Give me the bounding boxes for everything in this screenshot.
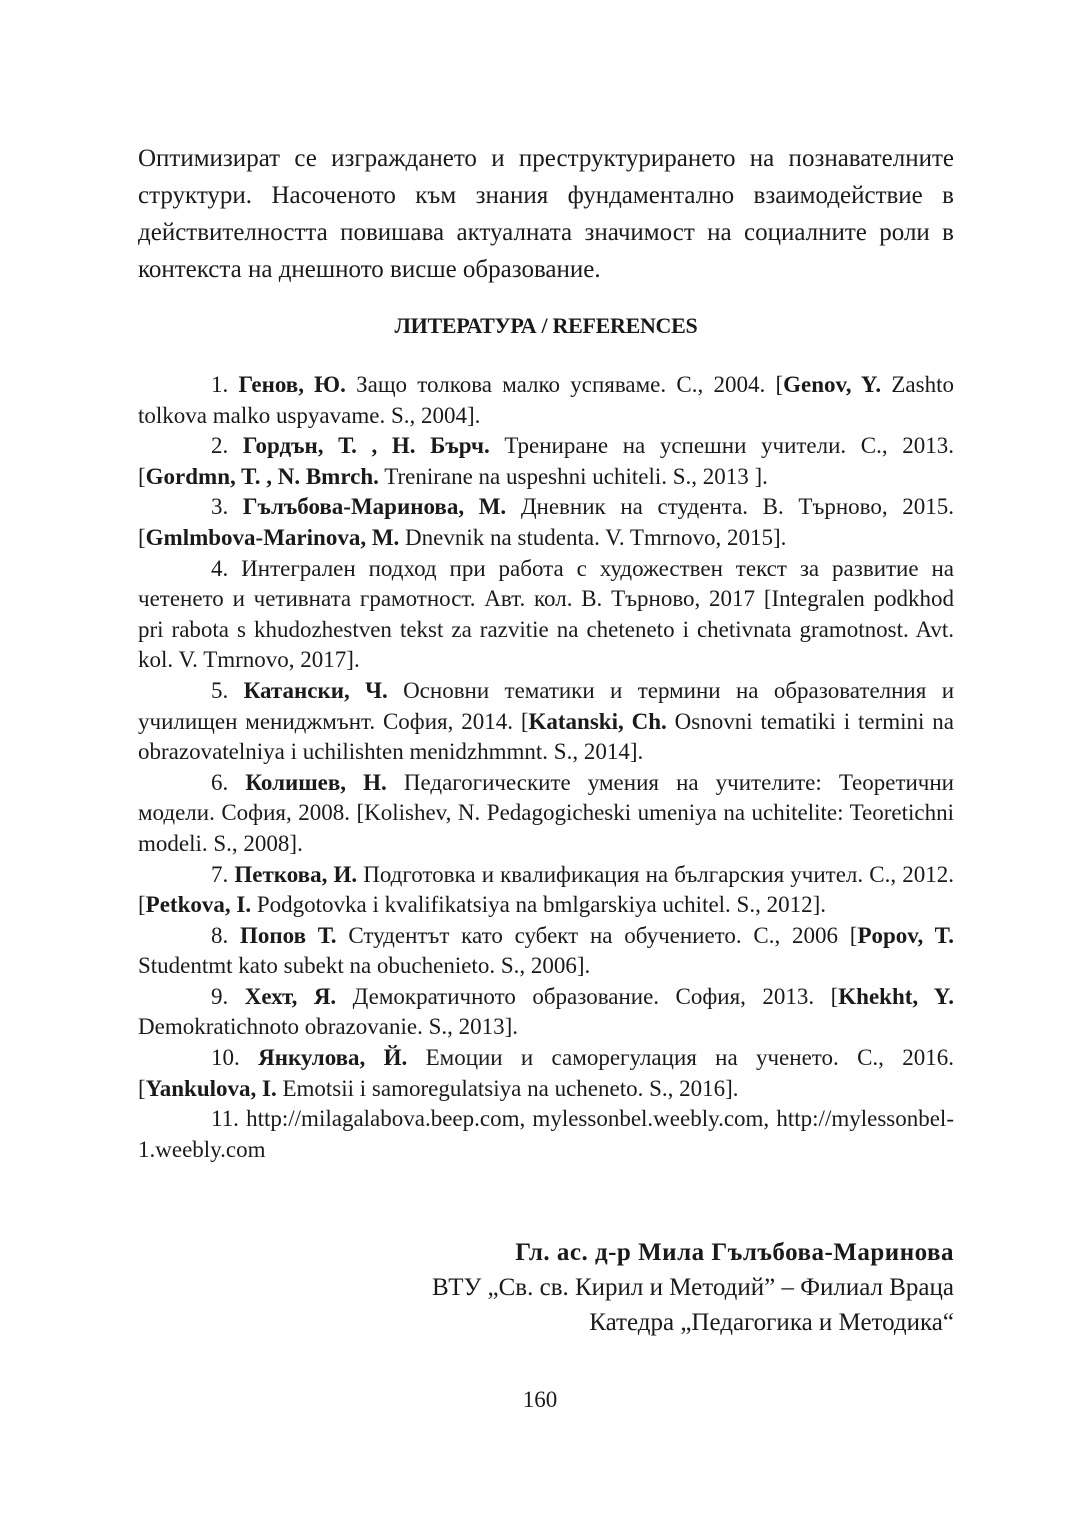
author-name: Гл. ас. д-р Мила Гълъбова-Маринова <box>515 1239 954 1266</box>
references-heading: ЛИТЕРАТУРА / REFERENCES <box>394 313 698 338</box>
reference-author-lat: Genov, Y. <box>783 372 882 397</box>
reference-author-bg: Катански, Ч. <box>243 677 388 703</box>
reference-author-bg: Попов Т. <box>240 922 337 948</box>
reference-author-lat: Khekht, Y. <box>838 983 955 1009</box>
reference-item: 6. Колишев, Н. Педагогическите умения на учителите: Теоретични модели. София, 2008. [Kolishev, N. Pedagogicheski umeniya na uchitelite: Teoretichni modeli. S., 2008]. <box>138 769 954 856</box>
reference-author-bg: Гордън, Т. , Н. Бърч. <box>242 433 490 459</box>
reference-author-bg: Петкова, И. <box>234 861 358 887</box>
author-institution: ВТУ „Св. св. Кирил и Методий” – Филиал Враца <box>431 1274 954 1301</box>
reference-author-lat: Yankulova, I. <box>145 1075 277 1101</box>
reference-item: 1. Генов, Ю. Защо толкова малко успяваме. С., 2004. [Genov, Y. Zashto tolkova malko uspyavame. S., 2004]. <box>138 372 954 428</box>
reference-item: 8. Попов Т. Студентът като субект на обучението. С., 2006 [Popov, T. Studentmt kato subekt na obuchenieto. S., 2006]. <box>138 922 955 979</box>
reference-author-bg: Колишев, Н. <box>245 769 387 795</box>
reference-item: 7. Петкова, И. Подготовка и квалификация на българския учител. С., 2012. [Petkova, I. Podgotovka i kvalifikatsiya na bmlgarskiya uchitel. S., 2012]. <box>138 861 954 918</box>
reference-author-lat: Popov, T. <box>857 922 955 948</box>
reference-item: 9. Хехт, Я. Демократичното образование. София, 2013. [Khekht, Y. Demokratichnoto obrazovanie. S., 2013]. <box>138 983 955 1040</box>
reference-item: 4. Интегрален подход при работа с художествен текст за развитие на четенето и четивната грамотност. Авт. кол. В. Търново, 2017 [Integralen podkhod pri rabota s khudozhestven tekst za razvitie na cheteneto i chetivnata gramotnost. Avt. kol. V. Tmrnovo, 2017]. <box>138 555 954 673</box>
author-department: Катедра „Педагогика и Методика“ <box>589 1309 954 1336</box>
reference-item: 2. Гордън, Т. , Н. Бърч. Трениране на успешни учители. С., 2013. [Gordmn, T. , N. Bmrch. Trenirane na uspeshni uchiteli. S., 2013 ]. <box>138 433 954 489</box>
reference-author-lat: Petkova, I. <box>145 892 252 918</box>
reference-author-bg: Генов, Ю. <box>238 372 346 397</box>
reference-author-lat: Katanski, Ch. <box>528 708 667 734</box>
reference-item: 10. Янкулова, Й. Емоции и саморегулация на ученето. С., 2016. [Yankulova, I. Emotsii i samoregulatsiya na ucheneto. S., 2016]. <box>138 1045 955 1101</box>
reference-item: 11. http://milagalabova.beep.com, mylessonbel.weebly.com, http://mylessonbel-1.weebly.com <box>138 1106 954 1162</box>
reference-author-lat: Gmlmbova-Marinova, M. <box>145 524 400 550</box>
reference-item: 3. Гълъбова-Маринова, М. Дневник на студента. В. Търново, 2015. [Gmlmbova-Marinova, M. Dnevnik na studenta. V. Tmrnovo, 2015]. <box>138 494 955 550</box>
author-signature <box>254 1235 954 1340</box>
intro-paragraph: Оптимизират се изграждането и преструктурирането на познавателните структури. Насоченото към знания фундаментално взаимодействие в действителността повишава актуалната значимост на социалните роли в контекста на днешното висше образование. <box>138 145 954 283</box>
page-number: 160 <box>522 1387 558 1412</box>
intro-section <box>138 140 954 288</box>
reference-author-bg: Гълъбова-Маринова, М. <box>242 494 507 520</box>
references-list <box>138 370 954 1165</box>
reference-author-bg: Янкулова, Й. <box>258 1045 408 1071</box>
reference-author-lat: Gordmn, T. , N. Bmrch. <box>145 463 379 489</box>
reference-item: 5. Катански, Ч. Основни тематики и термини на образователния и училищен мениджмънт. София, 2014. [Katanski, Ch. Osnovni tematiki i termini na obrazovatelniya i uchilishten menidzhmmnt. S., 2014]. <box>138 677 955 765</box>
reference-author-bg: Хехт, Я. <box>244 983 337 1009</box>
